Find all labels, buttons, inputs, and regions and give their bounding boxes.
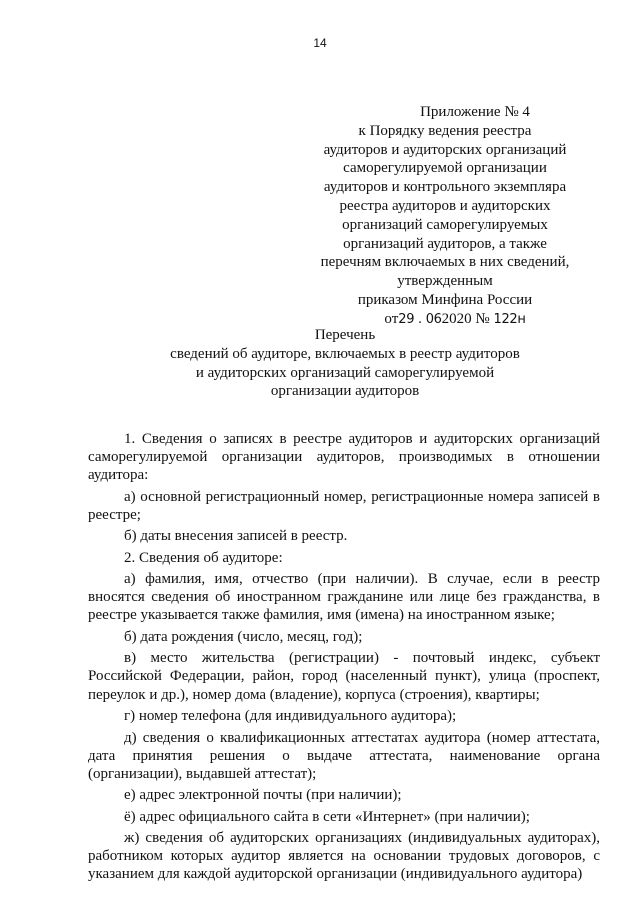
paragraph: д) сведения о квалификационных аттестатах аудитора (номер аттестата, дата принятия решения о выдаче аттестата, наименование органа (организации), выдавшей аттестат); bbox=[88, 729, 600, 782]
title-line: и аудиторских организаций саморегулируемой bbox=[195, 364, 495, 381]
appendix-line: организаций аудиторов, а также bbox=[343, 235, 547, 252]
paragraph: е) адрес электронной почты (при наличии); bbox=[124, 787, 402, 804]
appendix-line: к Порядку ведения реестра bbox=[358, 122, 532, 139]
appendix-block bbox=[300, 103, 590, 330]
title-line: сведений об аудиторе, включаемых в реестр аудиторов bbox=[170, 345, 520, 362]
appendix-line: приказом Минфина России bbox=[357, 291, 533, 308]
document-title bbox=[60, 326, 630, 401]
appendix-line: перечням включаемых в них сведений, bbox=[320, 254, 570, 271]
paragraph: г) номер телефона (для индивидуального аудитора); bbox=[124, 708, 457, 725]
appendix-line: реестра аудиторов и аудиторских bbox=[339, 197, 551, 214]
title-line: организации аудиторов bbox=[270, 383, 420, 400]
appendix-line: организаций саморегулируемых bbox=[342, 216, 548, 233]
appendix-line: саморегулируемой организации bbox=[343, 160, 547, 177]
appendix-line: утвержденным bbox=[397, 273, 493, 290]
paragraph: 1. Сведения о записях в реестре аудиторов и аудиторских организаций саморегулируемой организации аудиторов, производимых в отношении аудитора: bbox=[88, 431, 600, 484]
page-number: 14 bbox=[313, 36, 327, 50]
paragraph: б) дата рождения (число, месяц, год); bbox=[124, 628, 363, 645]
paragraph: ж) сведения об аудиторских организациях (индивидуальных аудиторах), работником которых аудитор является на основании трудовых договоров, с указанием для каждой аудиторской организации (индивидуального аудитора) bbox=[88, 830, 600, 883]
document-body bbox=[88, 430, 600, 887]
paragraph: а) фамилия, имя, отчество (при наличии). В случае, если в реестр вносятся сведения об иностранном гражданине или лице без гражданства, в реестре указывается также фамилия, имя (имена) на иностранном языке; bbox=[88, 571, 600, 624]
order-number: 122н bbox=[493, 311, 526, 327]
appendix-line: аудиторов и контрольного экземпляра bbox=[323, 179, 567, 196]
order-date: 29 . 06 bbox=[398, 311, 442, 327]
paragraph: ё) адрес официального сайта в сети «Интернет» (при наличии); bbox=[124, 808, 530, 825]
paragraph: а) основной регистрационный номер, регистрационные номера записей в реестре; bbox=[88, 488, 600, 523]
appendix-line: аудиторов и аудиторских организаций bbox=[323, 141, 567, 158]
order-prefix: от bbox=[384, 310, 399, 327]
paragraph: в) место жительства (регистрации) - почтовый индекс, субъект Российской Федерации, район, город (населенный пункт), улица (проспект, переулок и др.), номер дома (владение), корпуса (строения), квартиры; bbox=[88, 650, 600, 703]
title-line: Перечень bbox=[314, 327, 376, 343]
paragraph: б) даты внесения записей в реестр. bbox=[124, 528, 348, 545]
appendix-title: Приложение № 4 bbox=[420, 104, 530, 120]
paragraph: 2. Сведения об аудиторе: bbox=[124, 549, 283, 566]
order-year: 2020 № bbox=[441, 310, 490, 327]
